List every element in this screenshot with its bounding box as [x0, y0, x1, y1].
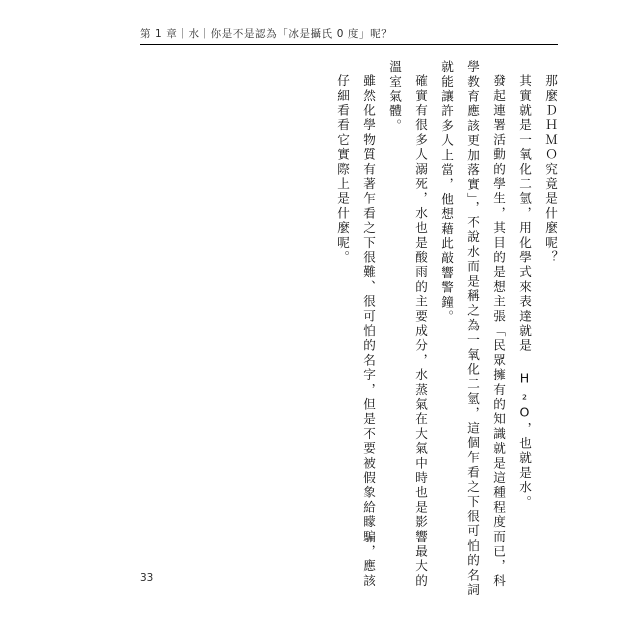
text-column: 就能讓許多人上當，他想藉此敲響警鐘。 — [439, 60, 454, 325]
text-column: 其實就是一氧化二氫，用化學式來表達就是 H₂O，也就是水。 — [517, 74, 532, 510]
text-column: 學教育應該更加落實」，不說水而是稱之為一氧化二氫，這個乍看之下很可怕的名詞 — [465, 60, 480, 598]
vertical-columns — [322, 60, 558, 598]
text-column: 溫室氣體。 — [387, 60, 402, 134]
text-column: 雖然化學物質有著乍看之下很難、很可怕的名字，但是不要被假象給矇騙，應該 — [361, 74, 376, 589]
running-head-text: 第 1 章｜水｜你是不是認為「冰是攝氏 0 度」呢？ — [140, 27, 393, 40]
running-head — [140, 22, 560, 44]
text-column: 確實有很多人溺死，水也是酸雨的主要成分，水蒸氣在大氣中時也是影響最大的 — [413, 74, 428, 589]
page-number: 33 — [140, 572, 154, 584]
text-column: 發起連署活動的學生，其目的是想主張「民眾擁有的知識就是這種程度而已，科 — [491, 74, 506, 589]
header-divider — [140, 44, 558, 45]
text-column: 仔細看看它實際上是什麼呢。 — [335, 74, 350, 266]
text-column: 那麼ＤＨＭＯ究竟是什麼呢？ — [543, 74, 558, 266]
